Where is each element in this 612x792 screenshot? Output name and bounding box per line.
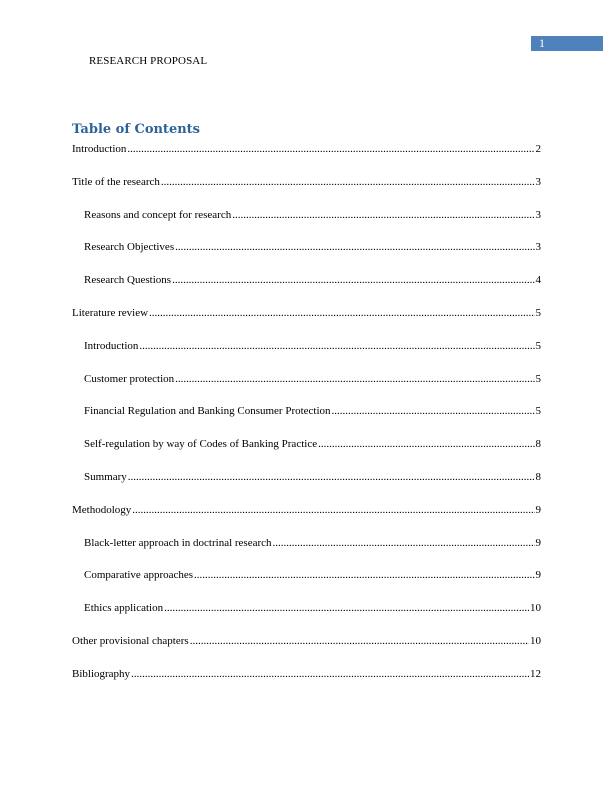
toc-dot-leader (149, 306, 534, 320)
toc-title: Table of Contents (72, 122, 200, 137)
toc-dot-leader (175, 240, 534, 254)
toc-entry-page[interactable]: 5 (535, 372, 541, 385)
toc-dot-leader (232, 208, 534, 222)
toc-dot-leader (131, 667, 529, 681)
toc-dot-leader (175, 372, 534, 386)
toc-entry-page[interactable]: 3 (535, 208, 541, 221)
table-of-contents (72, 142, 541, 700)
toc-entry-page[interactable]: 10 (530, 602, 541, 615)
toc-entry-page[interactable]: 8 (535, 438, 541, 451)
toc-entry-label[interactable]: Title of the research (72, 175, 160, 188)
toc-entry[interactable] (72, 503, 541, 536)
toc-entry-page[interactable]: 9 (535, 536, 541, 549)
toc-dot-leader (194, 568, 534, 582)
toc-entry-label[interactable]: Customer protection (84, 372, 175, 385)
running-header: RESEARCH PROPOSAL (89, 55, 208, 67)
toc-entry-page[interactable]: 4 (535, 274, 541, 287)
toc-entry-page[interactable]: 9 (535, 503, 541, 516)
toc-entry-page[interactable]: 3 (535, 241, 541, 254)
toc-entry-label[interactable]: Reasons and concept for research (84, 208, 232, 221)
toc-dot-leader (273, 536, 535, 550)
toc-dot-leader (128, 470, 535, 484)
toc-entry[interactable] (72, 634, 541, 667)
toc-dot-leader (139, 339, 534, 353)
toc-entry-page[interactable]: 12 (530, 667, 541, 680)
toc-entry-page[interactable]: 8 (535, 470, 541, 483)
toc-entry[interactable] (72, 470, 541, 503)
toc-dot-leader (132, 503, 534, 517)
toc-entry[interactable] (72, 175, 541, 208)
toc-dot-leader (161, 175, 535, 189)
toc-entry[interactable] (72, 404, 541, 437)
toc-dot-leader (172, 273, 534, 287)
toc-entry-label[interactable]: Other provisional chapters (72, 634, 189, 647)
toc-entry-page[interactable]: 5 (535, 339, 541, 352)
toc-entry[interactable] (72, 667, 541, 700)
toc-dot-leader (332, 404, 535, 418)
page-number-badge (531, 36, 603, 51)
toc-entry-label[interactable]: Summary (84, 470, 127, 483)
toc-entry-page[interactable]: 3 (535, 175, 541, 188)
toc-entry-label[interactable]: Black-letter approach in doctrinal research (84, 536, 272, 549)
toc-entry[interactable] (72, 568, 541, 601)
toc-entry[interactable] (72, 536, 541, 569)
toc-entry-page[interactable]: 5 (535, 405, 541, 418)
toc-entry[interactable] (72, 306, 541, 339)
toc-dot-leader (318, 437, 534, 451)
toc-entry-page[interactable]: 9 (535, 569, 541, 582)
page-number: 1 (539, 36, 545, 50)
toc-entry-label[interactable]: Literature review (72, 306, 149, 319)
toc-entry-label[interactable]: Self-regulation by way of Codes of Banking Practice (84, 438, 318, 451)
toc-entry[interactable] (72, 601, 541, 634)
toc-entry-page[interactable]: 2 (535, 143, 541, 155)
toc-entry[interactable] (72, 208, 541, 241)
toc-entry[interactable] (72, 339, 541, 372)
toc-dot-leader (190, 634, 529, 648)
toc-entry-label[interactable]: Research Questions (84, 274, 172, 287)
toc-entry-label[interactable]: Introduction (72, 143, 127, 155)
toc-entry-label[interactable]: Ethics application (84, 602, 164, 615)
toc-entry-label[interactable]: Financial Regulation and Banking Consumer Protection (84, 405, 331, 418)
toc-entry-label[interactable]: Research Objectives (84, 241, 175, 254)
toc-entry-page[interactable]: 5 (535, 306, 541, 319)
toc-entry-page[interactable]: 10 (530, 634, 541, 647)
toc-entry[interactable] (72, 240, 541, 273)
toc-entry[interactable] (72, 437, 541, 470)
toc-entry-label[interactable]: Comparative approaches (84, 569, 194, 582)
toc-entry[interactable] (72, 142, 541, 175)
toc-entry-label[interactable]: Bibliography (72, 667, 131, 680)
toc-entry[interactable] (72, 372, 541, 405)
toc-entry-label[interactable]: Introduction (84, 339, 139, 352)
toc-dot-leader (164, 601, 529, 615)
toc-dot-leader (127, 142, 534, 156)
toc-entry-label[interactable]: Methodology (72, 503, 132, 516)
toc-entry[interactable] (72, 273, 541, 306)
